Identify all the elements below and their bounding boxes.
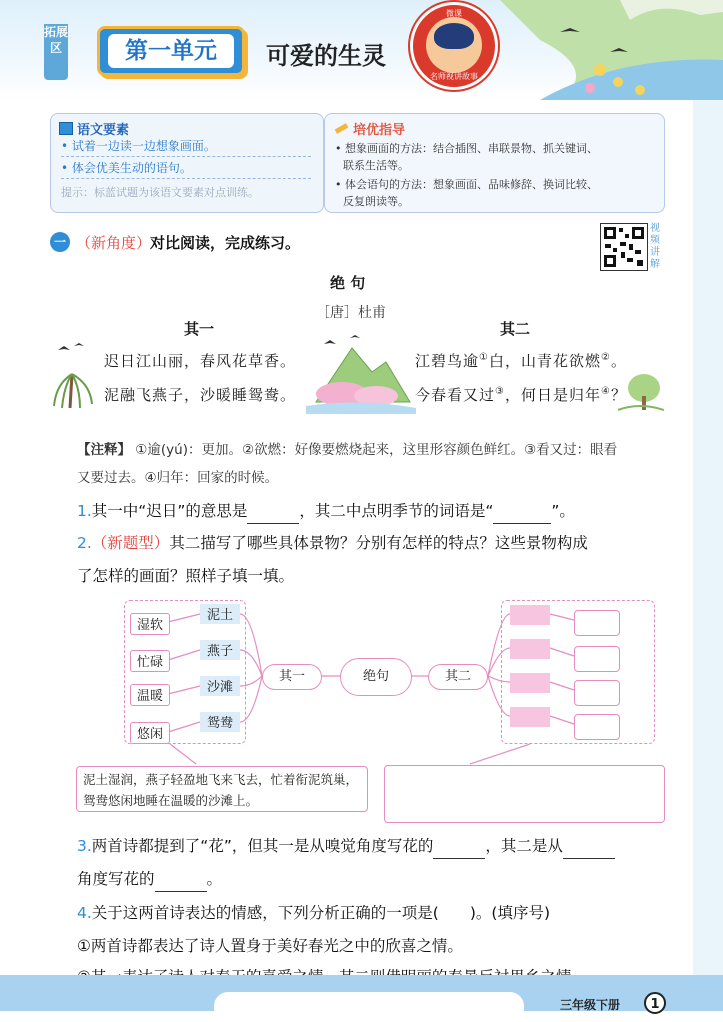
- guidance-line-1: • 想象画面的方法：结合插图、串联景物、抓关键词、: [335, 142, 598, 155]
- right-margin-strip: [693, 100, 723, 975]
- poem-part1-title: 其一: [184, 320, 215, 338]
- willow-illustration: [50, 340, 100, 410]
- question-1: 1.其一中“迟日”的意思是 ，其二中点明季节的词语是“ ”。: [77, 498, 677, 524]
- qr-code-icon: [601, 224, 647, 270]
- section-title: 对比阅读，完成练习。: [150, 234, 301, 252]
- unit-topic: 可爱的生灵: [266, 42, 386, 70]
- advanced-guidance-box: [324, 113, 665, 213]
- right-thing-slot-3[interactable]: [510, 673, 550, 693]
- language-elements-title: 语文要素: [59, 119, 129, 138]
- right-trait-slot-2[interactable]: [574, 646, 620, 672]
- mindmap-hub-right: 其二: [428, 664, 488, 690]
- q1-blank-1[interactable]: [247, 505, 299, 524]
- cartoon-hair: [434, 23, 474, 49]
- poem-part1-line1: 迟日江山丽，春风花草香。: [104, 352, 297, 370]
- guidance-line-4: 反复朗读等。: [343, 195, 409, 208]
- thing-node-4: 鸳鸯: [200, 712, 240, 732]
- poem-part2-title: 其二: [500, 320, 531, 338]
- language-element-2: • 体会优美生动的语句。: [61, 158, 311, 179]
- q1-blank-2[interactable]: [493, 505, 551, 524]
- tree-illustration: [618, 372, 664, 412]
- guidance-line-3: • 体会语句的方法：想象画面、品味修辞、换词比较、: [335, 178, 598, 191]
- language-elements-box: [50, 113, 324, 213]
- expansion-area-tab: 拓展区: [44, 24, 68, 80]
- section-tag: （新角度）: [76, 234, 152, 252]
- language-element-1: • 试着一边读一边想象画面。: [61, 136, 311, 157]
- question-4-option-1: ①两首诗都表达了诗人置身于美好春光之中的欣喜之情。: [77, 937, 463, 955]
- trait-node-3: 温暖: [130, 684, 170, 706]
- mindmap-center-cloud: 绝句: [340, 658, 412, 696]
- cartoon-face-icon: [426, 17, 482, 73]
- guidance-line-2: 联系生活等。: [343, 159, 409, 172]
- footer-white-band: [214, 992, 524, 1022]
- mindmap-hub-left: 其一: [262, 664, 322, 690]
- question-3: 3.两首诗都提到了“花”，但其一是从嗅觉角度写花的 ，其二是从: [77, 833, 677, 859]
- book-icon: [59, 122, 73, 135]
- q3-blank-3[interactable]: [155, 873, 207, 892]
- poem-author: ［唐］杜甫: [316, 305, 386, 321]
- mindmap-answer-box[interactable]: [384, 765, 665, 823]
- q3-blank-2[interactable]: [563, 840, 615, 859]
- q3-blank-1[interactable]: [433, 840, 485, 859]
- trait-node-4: 悠闲: [130, 722, 170, 744]
- right-trait-slot-3[interactable]: [574, 680, 620, 706]
- seal-bottom-text: 名师视讲故事: [430, 72, 478, 81]
- notes-line2: 又要过去。④归年：回家的时候。: [77, 470, 279, 486]
- trait-node-2: 忙碌: [130, 650, 170, 672]
- question-2-cont: 了怎样的画面？照样子填一填。: [77, 567, 295, 585]
- question-3-cont: 角度写花的 。: [77, 866, 222, 892]
- notes-line1: 【注释】 ①逾(yú)：更加。②欲燃：好像要燃烧起来，这里形容颜色鲜红。③看又过：眼看: [77, 442, 618, 458]
- question-2: 2.（新题型）其二描写了哪些具体景物？分别有怎样的特点？这些景物构成: [77, 534, 588, 552]
- micro-lesson-seal[interactable]: [410, 2, 498, 90]
- page-number: 1: [644, 992, 666, 1014]
- poem-title: 绝 句: [330, 274, 366, 292]
- language-elements-hint: 提示：标蓝试题为该语文要素对点训练。: [61, 186, 259, 199]
- right-thing-slot-4[interactable]: [510, 707, 550, 727]
- right-thing-slot-2[interactable]: [510, 639, 550, 659]
- poem-part1-line2: 泥融飞燕子，沙暖睡鸳鸯。: [104, 386, 297, 404]
- poem-part2-line1: 江碧鸟逾①白，山青花欲燃②。: [415, 352, 627, 370]
- right-thing-slot-1[interactable]: [510, 605, 550, 625]
- poem-part2-line2: 今春看又过③，何日是归年④？: [415, 386, 627, 404]
- section-number-badge: 一: [50, 232, 70, 252]
- unit-label: 第一单元: [108, 34, 234, 68]
- qr-code[interactable]: [600, 223, 648, 271]
- qr-video-label: 视频讲解: [650, 223, 660, 270]
- seal-top-text: 微课: [446, 9, 462, 18]
- unit-header-banner: [0, 0, 723, 100]
- footer-grade-label: 三年级下册: [560, 998, 621, 1012]
- thing-node-1: 泥土: [200, 604, 240, 624]
- right-trait-slot-4[interactable]: [574, 714, 620, 740]
- trait-node-1: 湿软: [130, 613, 170, 635]
- pencil-icon: [335, 123, 349, 134]
- mountain-blossom-illustration: [306, 332, 416, 414]
- thing-node-2: 燕子: [200, 640, 240, 660]
- mindmap-example-text: 泥土湿润，燕子轻盈地飞来飞去，忙着衔泥筑巢，鸳鸯悠闲地睡在温暖的沙滩上。: [76, 766, 368, 812]
- right-trait-slot-1[interactable]: [574, 610, 620, 636]
- question-4: 4.关于这两首诗表达的情感，下列分析正确的一项是( )。(填序号): [77, 904, 550, 922]
- unit-badge: [97, 26, 245, 76]
- advanced-guidance-title: 培优指导: [335, 119, 405, 138]
- thing-node-3: 沙滩: [200, 676, 240, 696]
